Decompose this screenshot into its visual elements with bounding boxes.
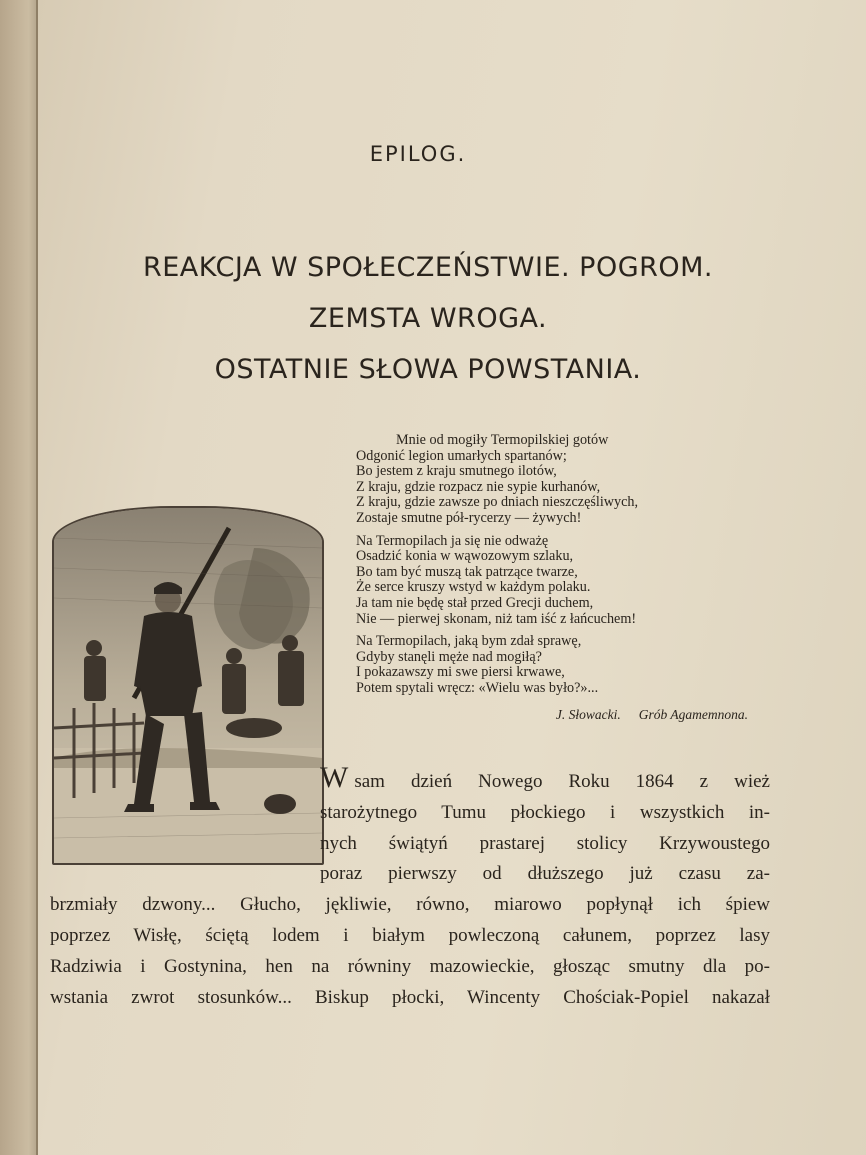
body-line: poprzez Wisłę, ściętą lodem i białym powleczoną całunem, poprzez lasy — [50, 924, 770, 946]
poem-author: J. Słowacki. — [555, 706, 621, 722]
chapter-title-line: OSTATNIE SŁOWA POWSTANIA. — [214, 354, 642, 385]
epilog-heading: EPILOG. — [369, 142, 467, 166]
body-line: nych świątyń prastarej stolicy Krzywoustego — [320, 832, 770, 854]
poem-line: Na Termopilach, jaką bym zdał sprawę, — [356, 633, 582, 650]
poem-attribution — [356, 707, 776, 723]
poem-line: Nie — pierwej skonam, niż tam iść z łańcuchem! — [356, 610, 637, 627]
chapter-title-line: REAKCJA W SPOŁECZEŃSTWIE. POGROM. — [142, 252, 714, 283]
book-page — [36, 0, 866, 1155]
body-line — [320, 763, 770, 798]
poem-stanza — [356, 433, 776, 527]
poem-work-title: Grób Agamemnona. — [638, 706, 748, 722]
chapter-title — [68, 242, 788, 395]
body-line: Radziwia i Gostynina, hen na równiny mazowieckie, głosząc smutny dla po- — [50, 955, 770, 977]
poem-line: Z kraju, gdzie zawsze po dniach nieszczęśliwych, — [356, 494, 639, 511]
poem-line: Z kraju, gdzie rozpacz nie sypie kurhanów, — [356, 478, 601, 495]
poem-line: Osadzić konia w wąwozowym szlaku, — [356, 548, 574, 565]
poem-line: Mnie od mogiły Termopilskiej gotów — [396, 432, 609, 448]
drop-cap: W — [320, 761, 349, 794]
body-line: brzmiały dzwony... Głucho, jękliwie, równo, miarowo popłynął ich śpiew — [50, 894, 770, 916]
poem-line: Potem spytali wręcz: «Wielu was było?»... — [356, 679, 599, 696]
poem-line: I pokazawszy mi swe piersi krwawe, — [356, 664, 565, 681]
chapter-title-line: ZEMSTA WROGA. — [308, 303, 548, 334]
poem-line: Ja tam nie będę stał przed Grecji duchem, — [356, 594, 594, 611]
body-line: starożytnego Tumu płockiego i wszystkich in- — [320, 801, 770, 823]
poem-line: Gdyby stanęli męże nad mogiłą? — [356, 648, 542, 665]
poem-stanza — [356, 634, 776, 696]
poem-line: Że serce kruszy wstyd w każdym polaku. — [356, 579, 591, 596]
poem-line: Odgonić legion umarłych spartanów; — [356, 447, 567, 464]
body-paragraph — [50, 763, 770, 1013]
poem-line: Na Termopilach ja się nie odważę — [356, 532, 549, 549]
poem-epigraph — [356, 433, 776, 722]
poem-line: Bo jestem z kraju smutnego ilotów, — [356, 463, 557, 480]
body-line: poraz pierwszy od dłuższego już czasu za- — [320, 863, 770, 885]
body-line-text: sam dzień Nowego Roku 1864 z wież — [354, 771, 770, 792]
poem-line: Zostaje smutne pół-rycerzy — żywych! — [356, 509, 582, 526]
poem-stanza — [356, 534, 776, 628]
poem-line: Bo tam być muszą tak patrzące twarze, — [356, 563, 578, 580]
body-line: wstania zwrot stosunków... Biskup płocki, Wincenty Chościak-Popiel nakazał — [50, 986, 770, 1008]
